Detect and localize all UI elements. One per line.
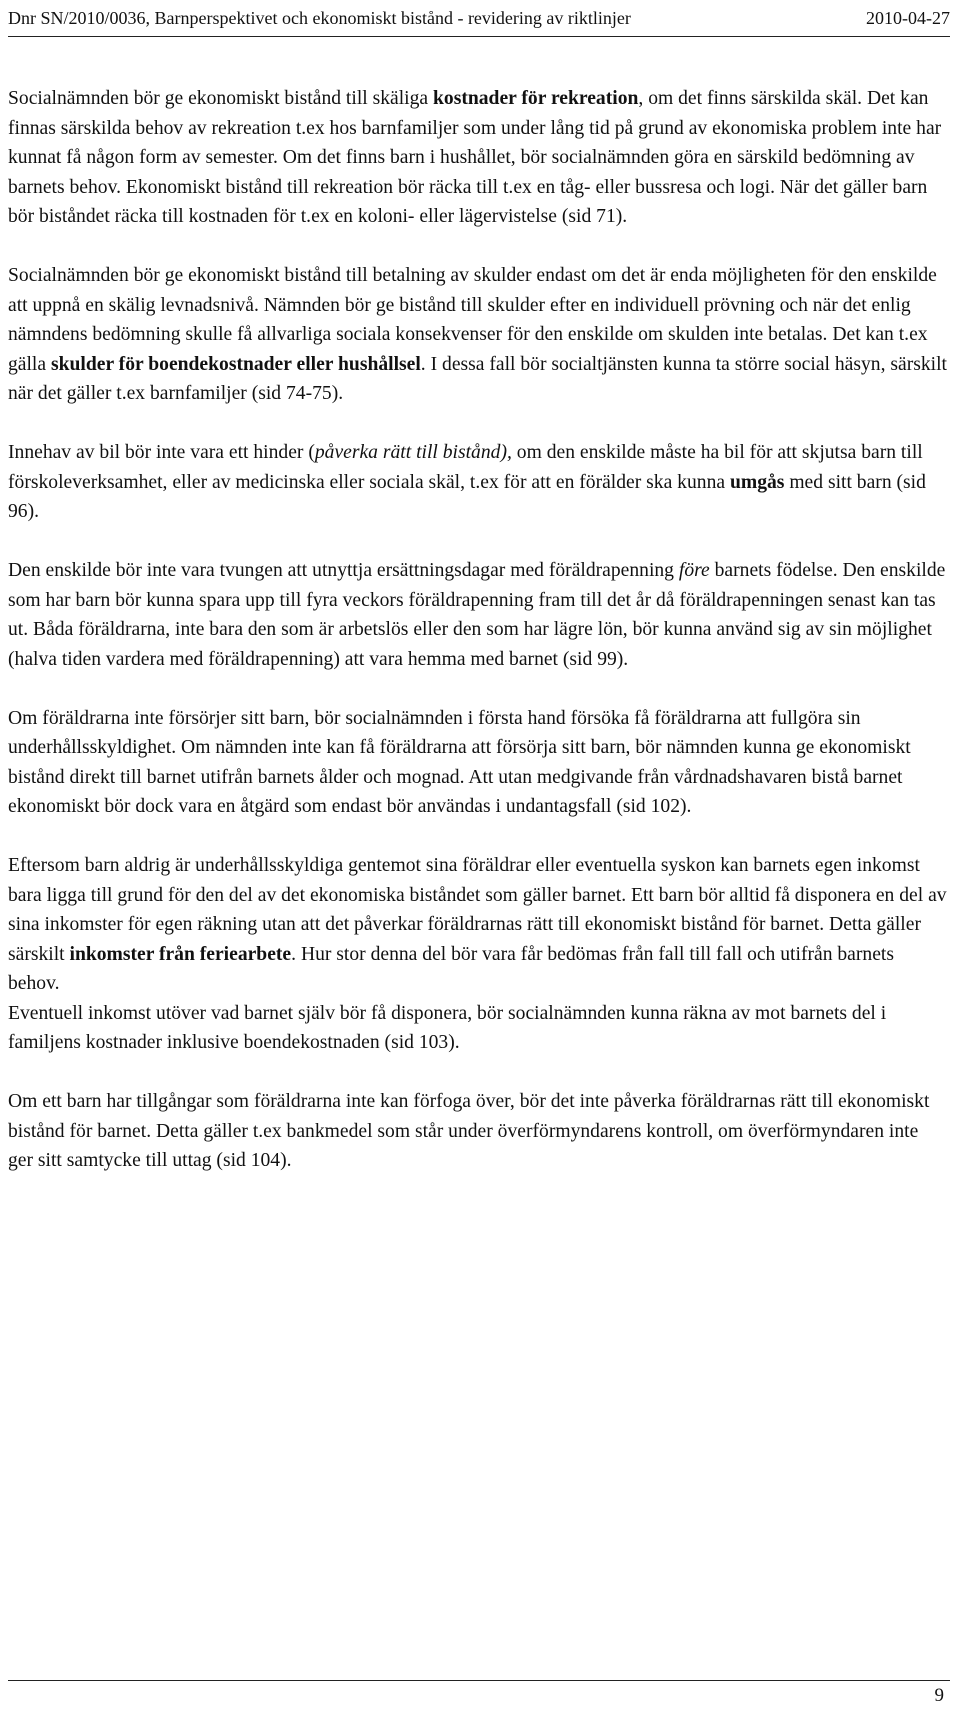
text-run: barnets födelse. Den enskilde som har barn bör kunna spara upp till fyra veckors föräldrapenning fram till det år då föräldrapenningen senast kan tas ut. Båda föräldrarna, inte bara den som är arbetslös eller den som har lägre lön, bör kunna använd sig av sin möjlighet (halva tiden vardera med föräldrapenning) att vara hemma med barnet (sid 99). bbox=[8, 560, 946, 670]
text-run: , om det finns särskilda skäl. Det kan finnas särskilda behov av rekreation t.ex hos barnfamiljer som under lång tid på grund av ekonomiska problem inte har kunnat få någon form av semester. Om det finns barn i hushållet, bör socialnämnden göra en särskild bedömning av barnets behov. Ekonomiskt bistånd till rekreation bör räcka till t.ex en tåg- eller bussresa och logi. När det gäller barn bör biståndet räcka till kostnaden för t.ex en koloni- eller lägervistelse (sid 71). bbox=[8, 88, 942, 227]
text-run: . Hur stor denna del bör vara får bedömas från fall till fall och utifrån barnets behov. bbox=[8, 943, 894, 994]
bold-term: kostnader för rekreation bbox=[433, 88, 639, 109]
paragraph-inkomst-utover bbox=[8, 999, 948, 1058]
document-reference: Dnr SN/2010/0036, Barnperspektivet och ekonomiskt bistånd - revidering av riktlinjer bbox=[8, 8, 631, 28]
italic-term: före bbox=[678, 560, 710, 581]
italic-term: påverka rätt till bistånd), bbox=[314, 442, 512, 463]
body-text bbox=[8, 84, 948, 1205]
text-run: Innehav av bil bör inte vara ett hinder ( bbox=[8, 442, 315, 463]
page-number: 9 bbox=[934, 1685, 944, 1706]
text-run: Om ett barn har tillgångar som föräldrarna inte kan förfoga över, bör det inte påverka föräldrarnas rätt till ekonomiskt bistånd för barnet. Detta gäller t.ex bankmedel som står under överförmyndarens kontroll, om överförmyndaren inte ger sitt samtycke till uttag (sid 104). bbox=[8, 1091, 930, 1171]
text-run: . I dessa fall bör socialtjänsten kunna ta större social häsyn, särskilt när det gäller t.ex barnfamiljer (sid 74-75). bbox=[8, 353, 947, 404]
text-run: Eventuell inkomst utöver vad barnet själv bör få disponera, bör socialnämnden kunna räkna av mot barnets del i familjens kostnader inklusive boendekostnaden (sid 103). bbox=[8, 1002, 887, 1053]
bold-term: skulder för boendekostnader eller hushållsel bbox=[50, 353, 421, 375]
text-run: Socialnämnden bör ge ekonomiskt bistånd till betalning av skulder endast om det är enda möjligheten för den enskilde att uppnå en skälig levnadsnivå. Nämnden bör ge bistånd till skulder efter en individuell prövning och när det enlig nämndens bedömning skulle få allvarliga sociala konsekvenser för den enskilde om skulden inte betalas. Det kan t.ex gälla bbox=[8, 265, 937, 375]
text-run: med sitt barn (sid 96). bbox=[8, 471, 926, 522]
document-date: 2010-04-27 bbox=[866, 8, 950, 28]
text-run: Eftersom barn aldrig är underhållsskyldiga gentemot sina föräldrar eller eventuella syskon kan barnets egen inkomst bara ligga till grund för den del av det ekonomiska biståndet som gäller barnet. Ett barn bör alltid få disponera en del av sina inkomster för egen räkning utan att det påverkar föräldrarnas rätt till ekonomiskt bistånd för barnet. Detta gäller särskilt bbox=[8, 855, 947, 965]
text-run: Socialnämnden bör ge ekonomiskt bistånd till skäliga bbox=[8, 88, 434, 109]
footer-rule bbox=[8, 1680, 950, 1681]
text-run: om den enskilde måste ha bil för att skjutsa barn till förskoleverksamhet, eller av medicinska eller sociala skäl, t.ex för att en förälder ska kunna bbox=[8, 442, 923, 493]
paragraph-bil bbox=[8, 438, 948, 527]
paragraph-skulder bbox=[8, 261, 948, 409]
paragraph-underhall bbox=[8, 704, 948, 822]
page-header bbox=[8, 4, 950, 37]
text-run: Den enskilde bör inte vara tvungen att utnyttja ersättningsdagar med föräldrapenning bbox=[8, 560, 679, 581]
paragraph-rekreation bbox=[8, 84, 948, 232]
bold-term: inkomster från feriearbete bbox=[69, 943, 292, 965]
paragraph-tillgangar bbox=[8, 1087, 948, 1176]
bold-term: umgås bbox=[729, 471, 785, 493]
text-run: Om föräldrarna inte försörjer sitt barn, bör socialnämnden i första hand försöka få föräldrarna att fullgöra sin underhållsskyldighet. Om nämnden inte kan få föräldrarna att försörja sitt barn, bör nämnden kunna ge ekonomiskt bistånd direkt till barnet utifrån barnets ålder och mognad. Att utan medgivande från vårdnadshavaren bistå barnet ekonomiskt bör dock vara en åtgärd som endast bör användas i undantagsfall (sid 102). bbox=[8, 707, 911, 817]
paragraph-foraldrapenning bbox=[8, 556, 948, 674]
paragraph-barnets-inkomst bbox=[8, 851, 948, 999]
